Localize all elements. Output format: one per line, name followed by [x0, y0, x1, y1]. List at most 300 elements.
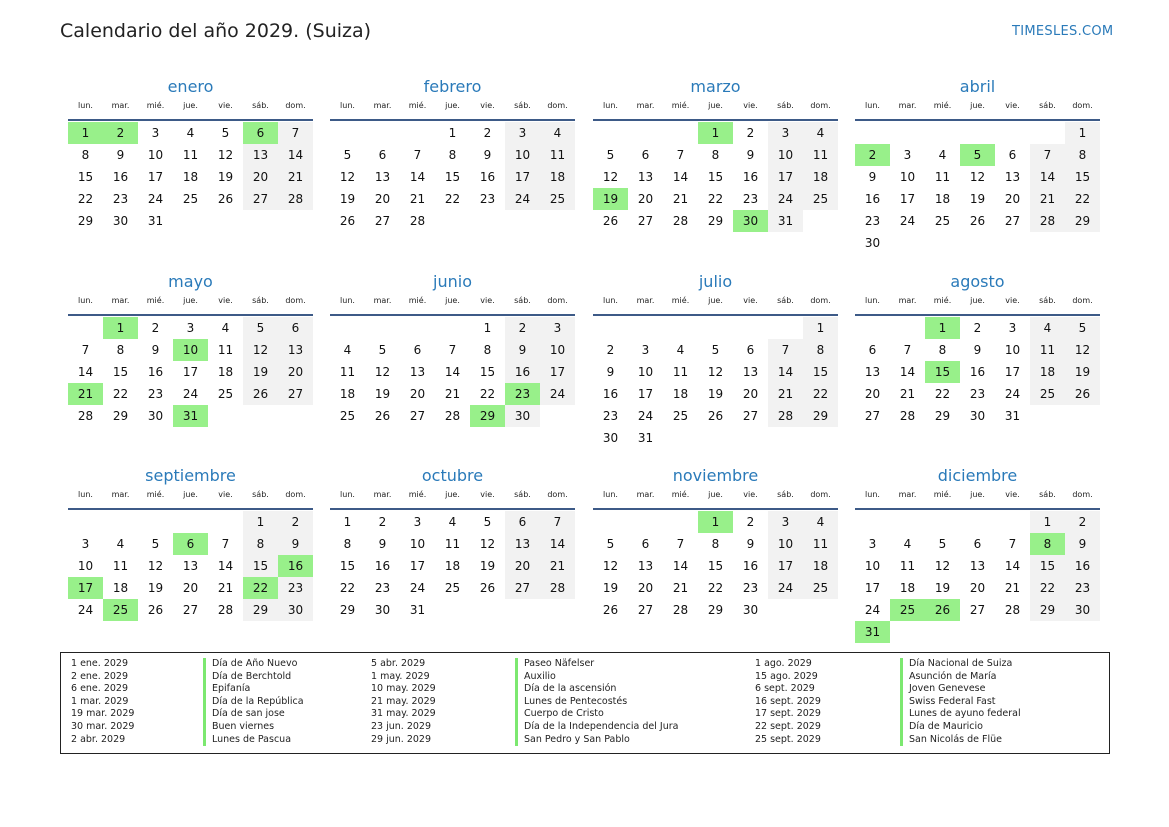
- empty-cell: [855, 511, 890, 533]
- day-cell: 7: [221, 537, 230, 551]
- holiday-entry: Día de la Independencia del Jura: [515, 721, 678, 734]
- day-cell: 10: [768, 144, 803, 166]
- day-cell: 20: [637, 581, 654, 595]
- brand-link[interactable]: TIMESLES.COM: [1012, 24, 1114, 39]
- day-cell: 24: [768, 188, 803, 210]
- day-cell: 13: [374, 170, 391, 184]
- day-cell: 25: [182, 192, 199, 206]
- weekday-label: lun.: [78, 296, 93, 305]
- day-cell: 2: [378, 515, 387, 529]
- day-cell: 17: [505, 166, 540, 188]
- weekday-label: dom.: [1072, 101, 1093, 110]
- day-cell: 4: [903, 537, 912, 551]
- day-cell: 6: [505, 511, 540, 533]
- day-cell: 1: [343, 515, 352, 529]
- weekday-label: vie.: [218, 490, 233, 499]
- day-cell: 19: [602, 581, 619, 595]
- weekday-label: lun.: [78, 101, 93, 110]
- day-cell: 10: [540, 339, 575, 361]
- day-cell: 9: [505, 339, 540, 361]
- day-cell: 10: [409, 537, 426, 551]
- day-cell: 19: [374, 387, 391, 401]
- day-cell: 27: [864, 409, 881, 423]
- weekday-label: jue.: [708, 490, 723, 499]
- day-cell: 23: [602, 409, 619, 423]
- day-cell: 27: [243, 188, 278, 210]
- day-cell: 30: [374, 603, 391, 617]
- day-cell: 19: [969, 192, 986, 206]
- day-cell: 26: [374, 409, 391, 423]
- day-cell: 7: [676, 148, 685, 162]
- day-cell: 30: [1065, 599, 1100, 621]
- day-cell: 28: [540, 577, 575, 599]
- day-cell: 28: [672, 214, 689, 228]
- day-cell: 12: [1065, 339, 1100, 361]
- holiday-entry: Día de Año Nuevo: [203, 658, 304, 671]
- day-cell: 20: [409, 387, 426, 401]
- weekday-label: lun.: [603, 490, 618, 499]
- day-cell: 22: [707, 192, 724, 206]
- day-cell: 9: [378, 537, 387, 551]
- day-cell: 14: [672, 170, 689, 184]
- day-cell: 13: [637, 170, 654, 184]
- day-cell: 8: [81, 148, 90, 162]
- month-enero: [68, 75, 313, 232]
- day-cell: 28: [444, 409, 461, 423]
- day-cell: 14: [768, 361, 803, 383]
- weekday-label: sáb.: [514, 101, 531, 110]
- empty-cell: [435, 317, 470, 339]
- empty-cell: [628, 511, 663, 533]
- day-cell: 11: [540, 144, 575, 166]
- holiday-day-cell: 6: [243, 122, 278, 144]
- day-cell: 21: [672, 581, 689, 595]
- day-cell: 8: [803, 339, 838, 361]
- day-cell: 28: [278, 188, 313, 210]
- weekday-label: dom.: [547, 101, 568, 110]
- holiday-entry: 1 may. 2029: [371, 670, 430, 682]
- weekday-label: jue.: [445, 490, 460, 499]
- day-cell: 29: [803, 405, 838, 427]
- day-cell: 26: [602, 214, 619, 228]
- weekday-header: [330, 488, 575, 510]
- day-cell: 1: [483, 321, 492, 335]
- day-cell: 25: [803, 577, 838, 599]
- day-cell: 16: [742, 170, 759, 184]
- weekday-label: mar.: [898, 296, 917, 305]
- day-cell: 1: [803, 317, 838, 339]
- day-cell: 8: [1065, 144, 1100, 166]
- day-cell: 11: [112, 559, 129, 573]
- day-cell: 8: [116, 343, 125, 357]
- day-cell: 9: [483, 148, 492, 162]
- empty-cell: [330, 317, 365, 339]
- day-cell: 18: [182, 170, 199, 184]
- day-cell: 25: [672, 409, 689, 423]
- holiday-day-cell: 1: [698, 511, 733, 533]
- day-cell: 9: [116, 148, 125, 162]
- day-cell: 21: [899, 387, 916, 401]
- empty-cell: [68, 511, 103, 533]
- weekday-label: dom.: [810, 296, 831, 305]
- day-cell: 11: [803, 144, 838, 166]
- weekday-header: [330, 294, 575, 316]
- day-cell: 17: [409, 559, 426, 573]
- day-cell: 20: [864, 387, 881, 401]
- weekday-label: mar.: [111, 490, 130, 499]
- day-cell: 3: [768, 511, 803, 533]
- day-cell: 20: [374, 192, 391, 206]
- day-cell: 14: [278, 144, 313, 166]
- weekday-label: lun.: [78, 490, 93, 499]
- empty-cell: [925, 122, 960, 144]
- empty-cell: [173, 511, 208, 533]
- day-cell: 29: [1065, 210, 1100, 232]
- day-cell: 30: [505, 405, 540, 427]
- weekday-label: vie.: [480, 101, 495, 110]
- day-cell: 20: [969, 581, 986, 595]
- day-cell: 14: [672, 559, 689, 573]
- month-mayo: [68, 270, 313, 427]
- weekday-label: jue.: [970, 296, 985, 305]
- weekday-label: vie.: [743, 296, 758, 305]
- day-cell: 9: [746, 537, 755, 551]
- empty-cell: [663, 317, 698, 339]
- day-cell: 5: [483, 515, 492, 529]
- holiday-entry: Asunción de María: [900, 671, 1021, 684]
- day-cell: 29: [243, 599, 278, 621]
- day-cell: 15: [803, 361, 838, 383]
- day-cell: 2: [278, 511, 313, 533]
- day-cell: 17: [768, 166, 803, 188]
- day-cell: 7: [413, 148, 422, 162]
- day-cell: 20: [505, 555, 540, 577]
- day-cell: 25: [540, 188, 575, 210]
- holiday-day-cell: 15: [925, 361, 960, 383]
- month-febrero: [330, 75, 575, 232]
- weekday-label: mié.: [408, 101, 427, 110]
- holiday-list: [60, 652, 1110, 754]
- day-cell: 6: [641, 148, 650, 162]
- holiday-dates-col-2: [371, 658, 436, 746]
- weekday-header: [68, 99, 313, 121]
- day-cell: 22: [1065, 188, 1100, 210]
- day-cell: 4: [448, 515, 457, 529]
- day-grid: [855, 317, 1100, 427]
- day-cell: 9: [973, 343, 982, 357]
- day-cell: 3: [81, 537, 90, 551]
- holiday-day-cell: 1: [925, 317, 960, 339]
- weekday-label: mié.: [408, 490, 427, 499]
- weekday-label: lun.: [865, 296, 880, 305]
- day-cell: 11: [672, 365, 689, 379]
- day-cell: 6: [413, 343, 422, 357]
- weekday-label: mar.: [111, 101, 130, 110]
- weekday-label: jue.: [970, 101, 985, 110]
- holiday-entry: 1 ene. 2029: [71, 658, 128, 669]
- holiday-day-cell: 25: [890, 599, 925, 621]
- holiday-entry: 6 ene. 2029: [71, 683, 128, 695]
- day-cell: 5: [1065, 317, 1100, 339]
- weekday-label: mar.: [636, 490, 655, 499]
- day-cell: 13: [243, 144, 278, 166]
- day-cell: 9: [151, 343, 160, 357]
- day-grid: [330, 317, 575, 427]
- weekday-label: mar.: [373, 296, 392, 305]
- day-cell: 6: [868, 343, 877, 357]
- day-grid: [593, 511, 838, 621]
- holiday-entry: 1 mar. 2029: [71, 695, 129, 707]
- day-cell: 16: [864, 192, 881, 206]
- day-cell: 10: [147, 148, 164, 162]
- day-cell: 29: [707, 214, 724, 228]
- day-cell: 3: [151, 126, 160, 140]
- day-cell: 16: [1065, 555, 1100, 577]
- day-cell: 6: [1008, 148, 1017, 162]
- day-cell: 22: [1030, 577, 1065, 599]
- holiday-day-cell: 1: [698, 122, 733, 144]
- day-cell: 17: [1004, 365, 1021, 379]
- holiday-entry: 21 may. 2029: [371, 695, 436, 707]
- weekday-label: vie.: [1005, 490, 1020, 499]
- day-cell: 3: [641, 343, 650, 357]
- weekday-label: sáb.: [777, 296, 794, 305]
- day-cell: 18: [934, 192, 951, 206]
- day-cell: 14: [217, 559, 234, 573]
- weekday-label: dom.: [810, 490, 831, 499]
- empty-cell: [663, 511, 698, 533]
- day-cell: 7: [1030, 144, 1065, 166]
- day-cell: 28: [899, 409, 916, 423]
- weekday-label: sáb.: [777, 490, 794, 499]
- weekday-label: lun.: [340, 101, 355, 110]
- day-cell: 11: [444, 537, 461, 551]
- day-cell: 19: [339, 192, 356, 206]
- day-cell: 13: [278, 339, 313, 361]
- day-cell: 24: [182, 387, 199, 401]
- day-cell: 4: [186, 126, 195, 140]
- holiday-entry: Día de san jose: [203, 708, 304, 721]
- day-cell: 9: [868, 170, 877, 184]
- holiday-dates-col-1: [71, 658, 134, 746]
- day-cell: 14: [540, 533, 575, 555]
- day-cell: 21: [1004, 581, 1021, 595]
- day-cell: 2: [483, 126, 492, 140]
- day-cell: 26: [339, 214, 356, 228]
- day-cell: 18: [672, 387, 689, 401]
- day-cell: 28: [768, 405, 803, 427]
- day-cell: 2: [746, 126, 755, 140]
- day-cell: 22: [707, 581, 724, 595]
- day-cell: 10: [637, 365, 654, 379]
- day-cell: 20: [637, 192, 654, 206]
- day-cell: 18: [112, 581, 129, 595]
- day-cell: 30: [864, 236, 881, 250]
- weekday-label: dom.: [810, 101, 831, 110]
- day-cell: 17: [147, 170, 164, 184]
- day-cell: 3: [413, 515, 422, 529]
- day-cell: 24: [1004, 387, 1021, 401]
- weekday-label: jue.: [708, 101, 723, 110]
- day-cell: 30: [147, 409, 164, 423]
- day-cell: 27: [409, 409, 426, 423]
- day-cell: 18: [1030, 361, 1065, 383]
- day-cell: 18: [217, 365, 234, 379]
- day-cell: 31: [637, 431, 654, 445]
- day-cell: 24: [899, 214, 916, 228]
- weekday-label: dom.: [547, 296, 568, 305]
- day-cell: 20: [742, 387, 759, 401]
- day-cell: 5: [343, 148, 352, 162]
- day-cell: 6: [746, 343, 755, 357]
- day-cell: 28: [1004, 603, 1021, 617]
- empty-cell: [733, 317, 768, 339]
- day-cell: 21: [444, 387, 461, 401]
- day-cell: 15: [707, 559, 724, 573]
- weekday-label: lun.: [603, 101, 618, 110]
- holiday-dates-col-3: [755, 658, 821, 746]
- holiday-entry: Auxilio: [515, 671, 678, 684]
- day-cell: 30: [602, 431, 619, 445]
- day-cell: 21: [409, 192, 426, 206]
- day-cell: 10: [899, 170, 916, 184]
- month-name: marzo: [690, 77, 741, 96]
- holiday-entry: 31 may. 2029: [371, 708, 436, 720]
- holiday-day-cell: 1: [103, 317, 138, 339]
- day-cell: 11: [1030, 339, 1065, 361]
- holiday-entry: Lunes de Pascua: [203, 734, 304, 747]
- day-cell: 15: [1030, 555, 1065, 577]
- holiday-day-cell: 30: [733, 210, 768, 232]
- day-cell: 13: [505, 533, 540, 555]
- day-cell: 3: [1008, 321, 1017, 335]
- day-cell: 15: [1065, 166, 1100, 188]
- day-cell: 6: [641, 537, 650, 551]
- day-cell: 29: [1030, 599, 1065, 621]
- empty-cell: [365, 317, 400, 339]
- holiday-day-cell: 25: [103, 599, 138, 621]
- holiday-entry: Joven Genevese: [900, 683, 1021, 696]
- day-cell: 23: [147, 387, 164, 401]
- day-cell: 15: [243, 555, 278, 577]
- weekday-label: dom.: [547, 490, 568, 499]
- day-cell: 26: [1065, 383, 1100, 405]
- day-cell: 17: [768, 555, 803, 577]
- holiday-entry: Día de la ascensión: [515, 683, 678, 696]
- day-cell: 28: [672, 603, 689, 617]
- empty-cell: [208, 511, 243, 533]
- holiday-entry: 6 sept. 2029: [755, 683, 815, 695]
- holiday-entry: Lunes de ayuno federal: [900, 708, 1021, 721]
- day-cell: 3: [186, 321, 195, 335]
- weekday-label: vie.: [743, 490, 758, 499]
- month-name: julio: [698, 272, 733, 291]
- day-cell: 29: [77, 214, 94, 228]
- weekday-label: mié.: [671, 490, 690, 499]
- day-cell: 7: [676, 537, 685, 551]
- weekday-label: vie.: [480, 296, 495, 305]
- weekday-label: sáb.: [514, 296, 531, 305]
- day-cell: 15: [479, 365, 496, 379]
- day-cell: 16: [112, 170, 129, 184]
- day-cell: 16: [479, 170, 496, 184]
- month-julio: [593, 270, 838, 449]
- day-cell: 27: [1004, 214, 1021, 228]
- day-cell: 12: [339, 170, 356, 184]
- weekday-label: sáb.: [1039, 296, 1056, 305]
- weekday-label: vie.: [1005, 101, 1020, 110]
- day-cell: 14: [1030, 166, 1065, 188]
- empty-cell: [995, 511, 1030, 533]
- holiday-day-cell: 10: [173, 339, 208, 361]
- day-cell: 19: [479, 559, 496, 573]
- day-cell: 24: [505, 188, 540, 210]
- empty-cell: [593, 122, 628, 144]
- weekday-label: mar.: [373, 490, 392, 499]
- day-cell: 25: [1030, 383, 1065, 405]
- weekday-label: sáb.: [777, 101, 794, 110]
- weekday-header: [68, 488, 313, 510]
- day-cell: 28: [217, 603, 234, 617]
- weekday-header: [593, 294, 838, 316]
- weekday-label: sáb.: [1039, 490, 1056, 499]
- holiday-day-cell: 29: [470, 405, 505, 427]
- day-cell: 30: [278, 599, 313, 621]
- holiday-day-cell: 1: [68, 122, 103, 144]
- weekday-label: mié.: [671, 296, 690, 305]
- day-cell: 16: [505, 361, 540, 383]
- day-cell: 4: [803, 511, 838, 533]
- empty-cell: [68, 317, 103, 339]
- empty-cell: [698, 317, 733, 339]
- empty-cell: [855, 317, 890, 339]
- day-cell: 26: [707, 409, 724, 423]
- day-cell: 23: [969, 387, 986, 401]
- day-cell: 18: [803, 555, 838, 577]
- day-cell: 18: [540, 166, 575, 188]
- holiday-names-col-2: [515, 658, 678, 746]
- weekday-label: mar.: [636, 101, 655, 110]
- day-cell: 18: [899, 581, 916, 595]
- holiday-entry: Día de Berchtold: [203, 671, 304, 684]
- day-cell: 27: [742, 409, 759, 423]
- empty-cell: [1030, 122, 1065, 144]
- holiday-entry: San Pedro y San Pablo: [515, 734, 678, 747]
- day-cell: 10: [77, 559, 94, 573]
- day-cell: 24: [864, 603, 881, 617]
- day-cell: 2: [973, 321, 982, 335]
- day-cell: 9: [278, 533, 313, 555]
- empty-cell: [330, 122, 365, 144]
- day-cell: 26: [147, 603, 164, 617]
- day-cell: 1: [243, 511, 278, 533]
- day-cell: 23: [742, 192, 759, 206]
- holiday-entry: San Nicolás de Flüe: [900, 734, 1021, 747]
- holiday-entry: 22 sept. 2029: [755, 720, 821, 732]
- day-cell: 1: [448, 126, 457, 140]
- month-name: mayo: [168, 272, 213, 291]
- empty-cell: [628, 317, 663, 339]
- day-cell: 18: [803, 166, 838, 188]
- holiday-entry: Lunes de Pentecostés: [515, 696, 678, 709]
- day-cell: 27: [278, 383, 313, 405]
- day-cell: 3: [768, 122, 803, 144]
- day-cell: 2: [746, 515, 755, 529]
- day-cell: 2: [151, 321, 160, 335]
- day-cell: 4: [343, 343, 352, 357]
- day-cell: 4: [116, 537, 125, 551]
- day-cell: 25: [444, 581, 461, 595]
